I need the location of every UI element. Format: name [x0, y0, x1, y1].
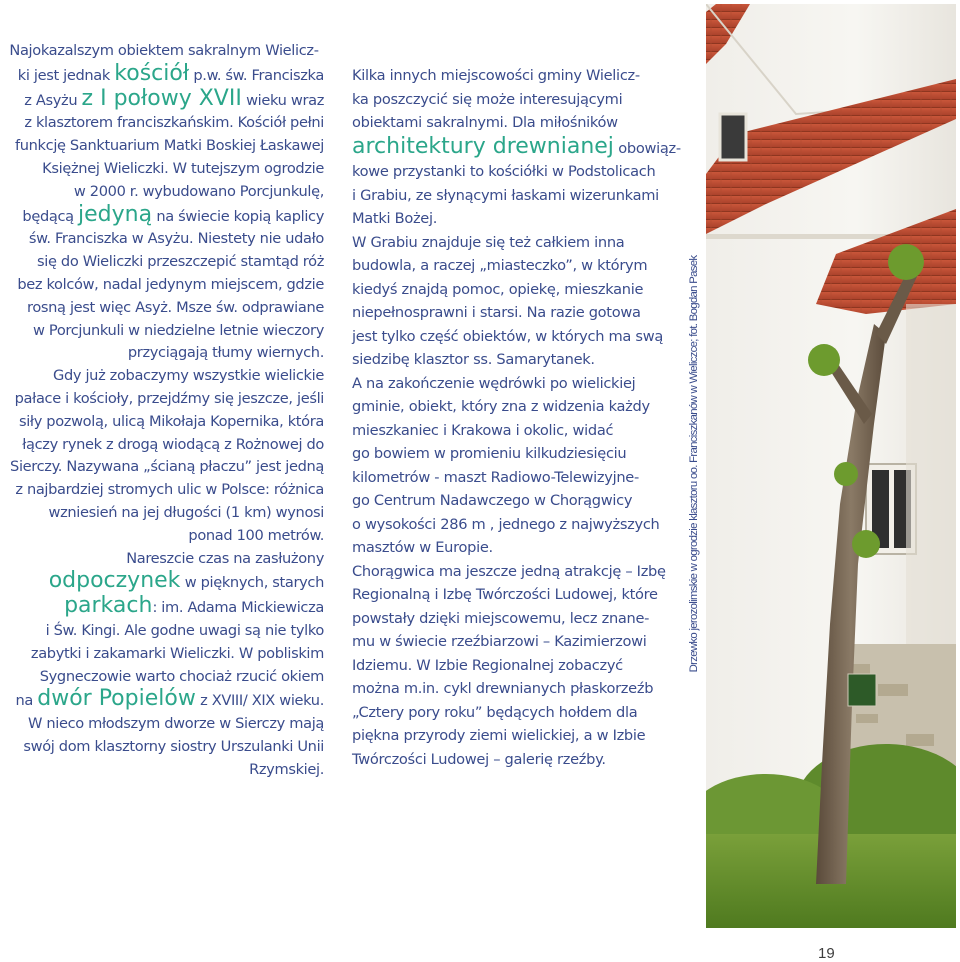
text-line: wzniesień na jej długości (1 km) wynosi — [48, 503, 324, 521]
text-line: go Centrum Nadawczego w Chorągwicy — [352, 492, 633, 509]
text-line: pałace i kościoły, przejdźmy się jeszcze, jeśli — [14, 389, 324, 407]
text-line: Regionalną i Izbę Twórczości Ludowej, które — [352, 586, 658, 603]
right-text-column — [352, 64, 682, 771]
text-line: gminie, obiekt, który zna z widzenia każdy — [352, 398, 650, 415]
text-line: i Św. Kingi. Ale godne uwagi są nie tylko — [45, 621, 324, 639]
text-line: mieszkaniec i Krakowa i okolic, widać — [352, 421, 614, 439]
text-line: się do Wieliczki przeszczepić stamtąd róż — [37, 253, 324, 271]
text-line: odpoczynek w pięknych, starych — [48, 568, 324, 594]
text-line: Nareszcie czas na zasłużony — [126, 549, 324, 567]
text-line: obiektami sakralnymi. Dla miłośników — [352, 114, 618, 131]
text-line: piękna przyrody ziemi wielickiej, a w Izbie — [352, 727, 646, 744]
text-line: ponad 100 metrów. — [188, 526, 324, 544]
page-number: 19 — [818, 945, 835, 962]
highlight-term: kościół — [114, 60, 190, 86]
photo-monastery-tree — [706, 4, 956, 928]
text-line: kiedyś znajdą pomoc, opiekę, mieszkanie — [352, 280, 644, 298]
text-line: Twórczości Ludowej – galerię rzeźby. — [352, 750, 606, 768]
text-line: Chorągwica ma jeszcze jedną atrakcję – Izbę — [352, 562, 666, 580]
text-line: parkach: im. Adama Mickiewicza — [64, 593, 324, 619]
text-line: siedzibę klasztor ss. Samarytanek. — [352, 351, 595, 368]
text-line: łączy rynek z drogą wiodącą z Rożnowej do — [22, 435, 324, 453]
text-line: będącą jedyną na świecie kopią kaplicy — [22, 201, 324, 227]
text-line: „Cztery pory roku” będących hołdem dla — [352, 703, 638, 721]
highlight-term: odpoczynek — [48, 568, 181, 594]
text-line: z Asyżu z I połowy XVII wieku wraz — [24, 85, 324, 111]
text-line: siły pozwolą, ulicą Mikołaja Kopernika, która — [18, 412, 324, 430]
text-line: kowe przystanki to kościółki w Podstolicach — [352, 163, 656, 180]
text-line: powstały dzięki miejscowemu, lecz znane- — [352, 609, 650, 627]
text-line: W nieco młodszym dworze w Sierczy mają — [27, 715, 324, 733]
text-line: Idziemu. W Izbie Regionalnej zobaczyć — [352, 656, 623, 674]
photo-caption: Drzewko jerozolimskie w ogrodzie klasztoru oo. Franciszkanów w Wieliczce; fot. Bogdan Pasek — [688, 255, 700, 673]
text-line: architektury drewnianej obowiąz- — [352, 133, 681, 159]
text-line: go bowiem w promieniu kilkudziesięciu — [352, 445, 627, 462]
text-line: masztów w Europie. — [352, 539, 493, 556]
text-line: budowla, a raczej „miasteczko”, w którym — [352, 257, 648, 274]
highlight-term: jedyną — [78, 201, 153, 227]
text-line: Księżnej Wieliczki. W tutejszym ogrodzie — [42, 159, 324, 177]
text-line: A na zakończenie wędrówki po wielickiej — [352, 374, 636, 392]
text-line: św. Franciszka w Asyżu. Niestety nie udało — [28, 230, 324, 248]
text-line: i Grabiu, ze słynącymi łaskami wizerunkami — [352, 186, 659, 204]
text-line: Najokazalszym obiektem sakralnym Wielicz- — [9, 42, 319, 59]
text-line: bez kolców, nadal jedynym miejscem, gdzie — [17, 275, 324, 293]
highlight-term: dwór Popielów — [37, 686, 196, 712]
highlight-term: z I połowy XVII — [81, 85, 242, 111]
text-line: W Grabiu znajduje się też całkiem inna — [352, 233, 625, 251]
text-line: jest tylko część obiektów, w których ma swą — [352, 327, 663, 345]
text-line: o wysokości 286 m , jednego z najwyższych — [352, 515, 660, 533]
highlight-term: architektury drewnianej — [352, 133, 614, 159]
text-line: rosną jest więc Asyż. Msze św. odprawiane — [27, 298, 324, 316]
text-line: Matki Bożej. — [352, 210, 438, 227]
text-line: Sygneczowie warto chociaż rzucić okiem — [39, 667, 324, 685]
text-line: ka poszczycić się może interesującymi — [352, 90, 623, 108]
text-line: Gdy już zobaczymy wszystkie wielickie — [53, 367, 324, 385]
text-line: przyciągają tłumy wiernych. — [127, 344, 324, 362]
text-line: ki jest jednak kościół p.w. św. Franciszka — [17, 60, 324, 86]
highlight-term: parkach — [64, 593, 153, 619]
text-line: z najbardziej stromych ulic w Polsce: różnica — [15, 481, 324, 499]
text-line: zabytki i zakamarki Wieliczki. W pobliskim — [30, 644, 324, 662]
text-line: funkcję Sanktuarium Matki Boskiej Łaskawej — [14, 137, 324, 155]
text-line: w 2000 r. wybudowano Porcjunkulę, — [73, 182, 324, 200]
text-line: z klasztorem franciszkańskim. Kościół pełni — [24, 114, 324, 132]
left-text-column — [4, 40, 324, 782]
text-line: Kilka innych miejscowości gminy Wielicz- — [352, 67, 640, 84]
text-line: swój dom klasztorny siostry Urszulanki Unii — [23, 737, 324, 755]
text-line: na dwór Popielów z XVIII/ XIX wieku. — [15, 686, 324, 712]
text-line: można m.in. cykl drewnianych płaskorzeźb — [352, 680, 654, 697]
text-line: Sierczy. Nazywana „ścianą płaczu” jest jedną — [10, 458, 324, 476]
text-line: kilometrów - maszt Radiowo-Telewizyjne- — [352, 468, 639, 486]
text-line: Rzymskiej. — [249, 760, 324, 778]
text-line: w Porcjunkuli w niedzielne letnie wieczory — [33, 321, 324, 339]
text-line: niepełnosprawni i starsi. Na razie gotowa — [352, 304, 641, 321]
text-line: mu w świecie rzeźbiarzowi – Kazimierzowi — [352, 633, 647, 650]
